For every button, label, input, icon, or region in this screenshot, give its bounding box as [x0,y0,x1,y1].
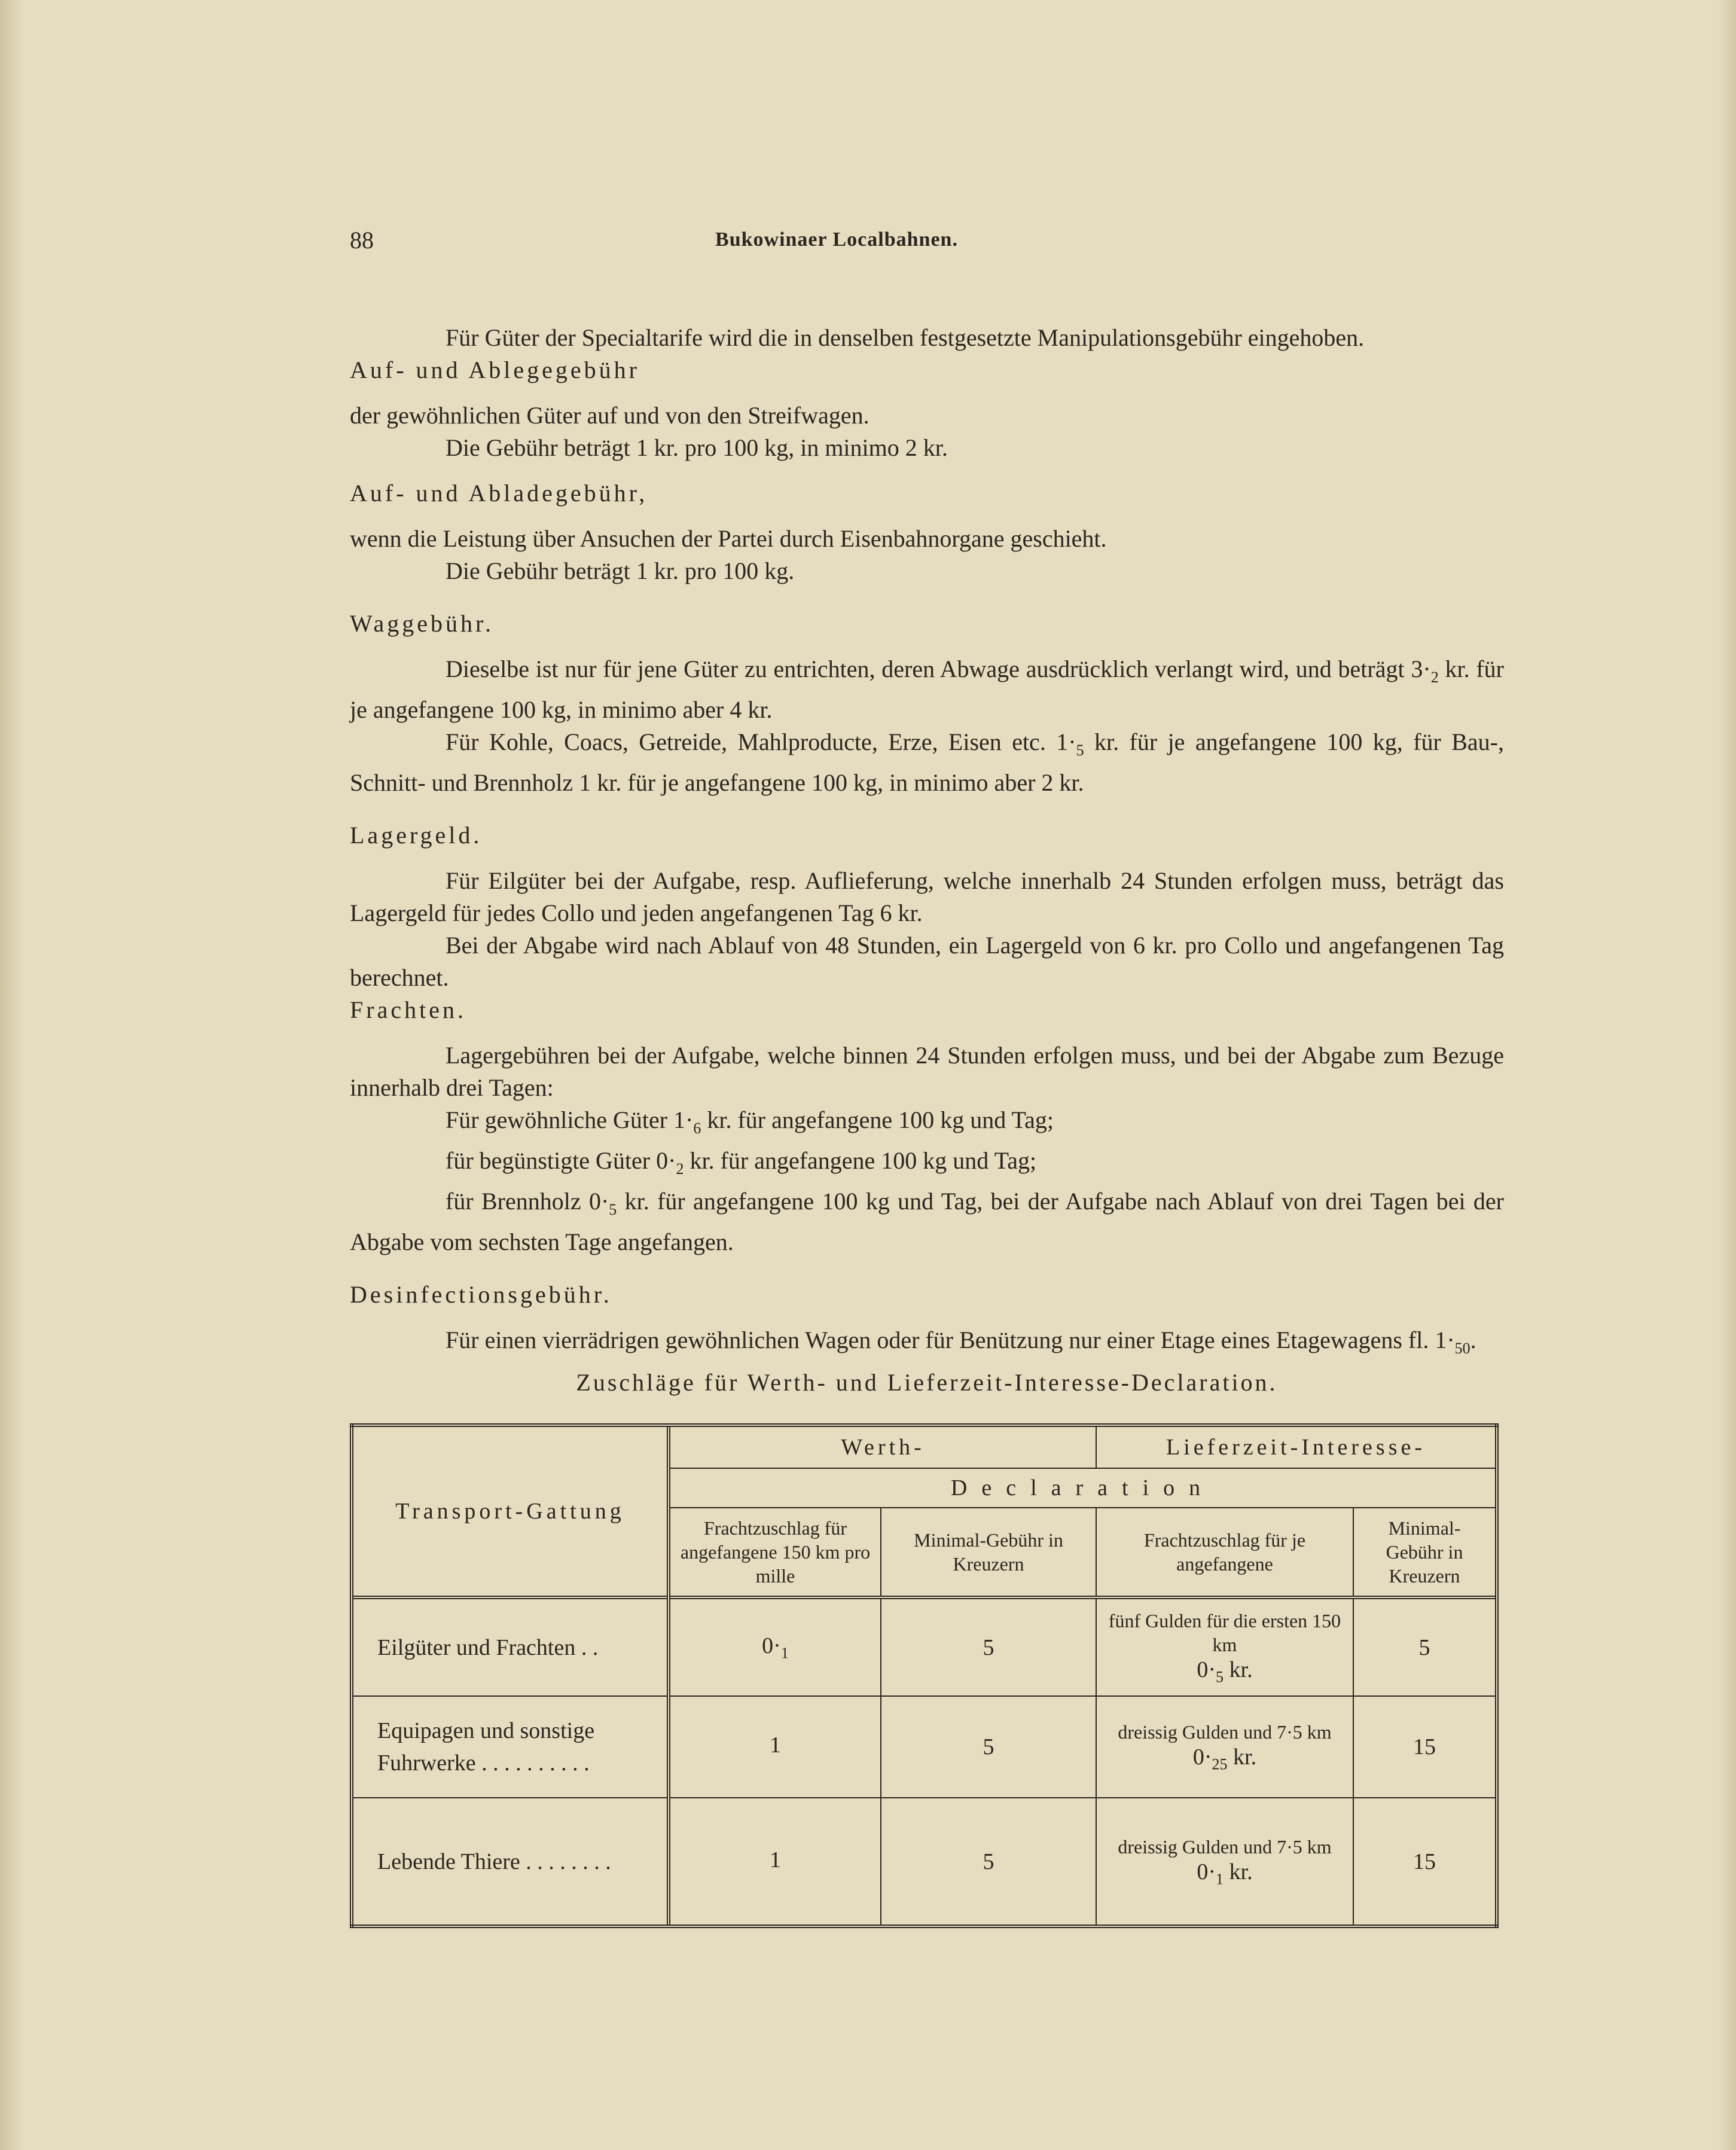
cell-note: dreissig Gulden und 7·5 km [1118,1721,1332,1743]
spacer [350,386,1504,399]
cell-minimal-gebuehr-lieferzeit: 5 [1353,1597,1497,1696]
text-run: kr. für angefangene 100 kg und Tag; [701,1106,1054,1133]
cell-value [1103,1744,1347,1774]
subscript: 1 [780,1644,789,1662]
header-werth: Werth- [669,1425,1096,1468]
paragraph [350,1185,1504,1258]
text-run: 0· [1192,1745,1212,1770]
spacer [350,587,1504,608]
table-row [352,1696,1497,1798]
text-run: für begünstigte Güter 0· [446,1147,676,1174]
spacer [350,1258,1504,1279]
cell-frachtzuschlag-werth [669,1597,881,1696]
subscript: 25 [1212,1755,1228,1773]
section-heading: Desinfectionsgebühr. [350,1281,612,1308]
paragraph: der gewöhnlichen Güter auf und von den Streifwagen. [350,402,869,429]
running-title: Bukowinaer Localbahnen. [715,228,958,251]
row-label: Lebende Thiere . . . . . . . . [352,1798,669,1926]
text-run: kr. für angefangene 100 kg und Tag, bei der Aufgabe nach Ablauf von drei Tagen bei der Abgabe vom sechsten Tage angefangen. [350,1188,1504,1255]
cell-minimal-gebuehr-lieferzeit: 15 [1353,1696,1497,1798]
page-edge-left [0,0,24,2150]
paragraph: Bei der Abgabe wird nach Ablauf von 48 Stunden, ein Lagergeld von 6 kr. pro Collo und angefangenen Tag berechnet. [350,932,1504,991]
page-header [350,226,1323,262]
subscript: 2 [1430,669,1439,686]
section-heading: Lagergeld. [350,822,483,849]
subscript: 50 [1454,1340,1470,1357]
text-run: Dieselbe ist nur für jene Güter zu entrichten, deren Abwage ausdrücklich verlangt wird, und beträgt 3· [446,655,1431,682]
header-minimal-gebuehr-lieferzeit: Minimal-Gebühr in Kreuzern [1353,1508,1497,1597]
row-label: Equipagen und sonstige Fuhrwerke . . . . . . . . . . [352,1696,669,1798]
section-heading: Waggebühr. [350,610,495,637]
subscript: 5 [1216,1668,1224,1686]
section-heading: Auf- und Abladegebühr, [350,480,648,507]
body-text [350,322,1504,1365]
spacer [350,799,1504,819]
spacer [350,852,1504,865]
paragraph [350,1104,1504,1145]
text-run: für Brennholz 0· [446,1188,609,1215]
text-run: kr. [1224,1859,1253,1884]
cell-value: 1 [770,1733,781,1758]
paragraph: Für Güter der Specialtarife wird die in denselben festgesetzte Manipulationsgebühr eingehoben. [446,324,1365,351]
page-edge-right [1718,0,1736,2150]
cell-note: fünf Gulden für die ersten 150 km [1108,1609,1341,1655]
cell-frachtzuschlag-lieferzeit [1096,1798,1353,1926]
table-caption: Zuschläge für Werth- und Lieferzeit-Interesse-Declaration. [576,1369,1278,1396]
spacer [350,1311,1504,1324]
header-declaration: Declaration [669,1468,1497,1508]
spacer [350,1026,1504,1039]
text-run: 0· [1197,1859,1216,1884]
spacer [350,640,1504,653]
paragraph [350,653,1504,726]
cell-frachtzuschlag-werth [669,1798,881,1926]
header-frachtzuschlag-lieferzeit: Frachtzuschlag für je angefangene [1096,1508,1353,1597]
paragraph [350,1324,1504,1365]
cell-note: dreissig Gulden und 7·5 km [1118,1835,1332,1858]
row-label: Eilgüter und Frachten . . [352,1597,669,1696]
paragraph: wenn die Leistung über Ansuchen der Partei durch Eisenbahnorgane geschieht. [350,525,1107,552]
paragraph [350,726,1504,799]
cell-frachtzuschlag-lieferzeit [1096,1597,1353,1696]
table-row [352,1798,1497,1926]
paragraph: Lagergebühren bei der Aufgabe, welche binnen 24 Stunden erfolgen muss, und bei der Abgabe zum Bezuge innerhalb drei Tagen: [350,1042,1504,1101]
header-transport-gattung: Transport-Gattung [352,1425,669,1597]
subscript: 2 [676,1160,684,1178]
cell-value [1103,1859,1347,1889]
cell-value: 0· [762,1633,781,1658]
cell-frachtzuschlag-werth [669,1696,881,1798]
cell-minimal-gebuehr-lieferzeit: 15 [1353,1798,1497,1926]
cell-minimal-gebuehr-werth: 5 [881,1798,1096,1926]
text-run: Für Kohle, Coacs, Getreide, Mahlproducte, Erze, Eisen etc. 1· [446,728,1076,755]
header-lieferzeit: Lieferzeit-Interesse- [1096,1425,1497,1468]
text-run: Für gewöhnliche Güter 1· [446,1106,694,1133]
subscript: 1 [1216,1870,1224,1888]
subscript: 6 [693,1120,701,1137]
paragraph: Die Gebühr beträgt 1 kr. pro 100 kg, in minimo 2 kr. [446,434,948,461]
text-run: kr. für angefangene 100 kg und Tag; [684,1147,1037,1174]
table-header-row [352,1425,1497,1468]
text-run: Für einen vierrädrigen gewöhnlichen Wagen oder für Benützung nur einer Etage eines Etagewagens fl. 1· [446,1326,1455,1353]
paragraph: Die Gebühr beträgt 1 kr. pro 100 kg. [446,557,795,584]
text-run: kr. für je angefangene 100 kg, in minimo aber 4 kr. [350,655,1505,723]
header-minimal-gebuehr-werth: Minimal-Gebühr in Kreuzern [881,1508,1096,1597]
paragraph: Für Eilgüter bei der Aufgabe, resp. Auflieferung, welche innerhalb 24 Stunden erfolgen muss, beträgt das Lagergeld für jedes Collo und jeden angefangenen Tag 6 kr. [350,867,1504,926]
subscript: 5 [1076,742,1084,759]
cell-frachtzuschlag-lieferzeit [1096,1696,1353,1798]
table-row [352,1597,1497,1696]
text-run: 0· [1197,1657,1216,1682]
section-heading: Frachten. [350,996,466,1023]
text-run: kr. für je angefangene 100 kg, für Bau-, Schnitt- und Brennholz 1 kr. für je angefangene 100 kg, in minimo aber 2 kr. [350,728,1505,796]
paragraph [350,1145,1504,1185]
text-run: . [1470,1326,1476,1353]
cell-minimal-gebuehr-werth: 5 [881,1696,1096,1798]
text-run: kr. [1224,1657,1253,1682]
cell-value: 1 [770,1847,781,1873]
subscript: 5 [609,1201,617,1218]
cell-value [1103,1657,1347,1687]
spacer [350,464,1504,477]
page-number: 88 [350,227,374,254]
text-run: kr. [1227,1745,1257,1770]
section-heading: Auf- und Ablegegebühr [350,356,640,383]
tariff-table [350,1423,1499,1928]
header-frachtzuschlag-werth: Frachtzuschlag für angefangene 150 km pro mille [669,1508,881,1597]
spacer [350,510,1504,523]
cell-minimal-gebuehr-werth: 5 [881,1597,1096,1696]
